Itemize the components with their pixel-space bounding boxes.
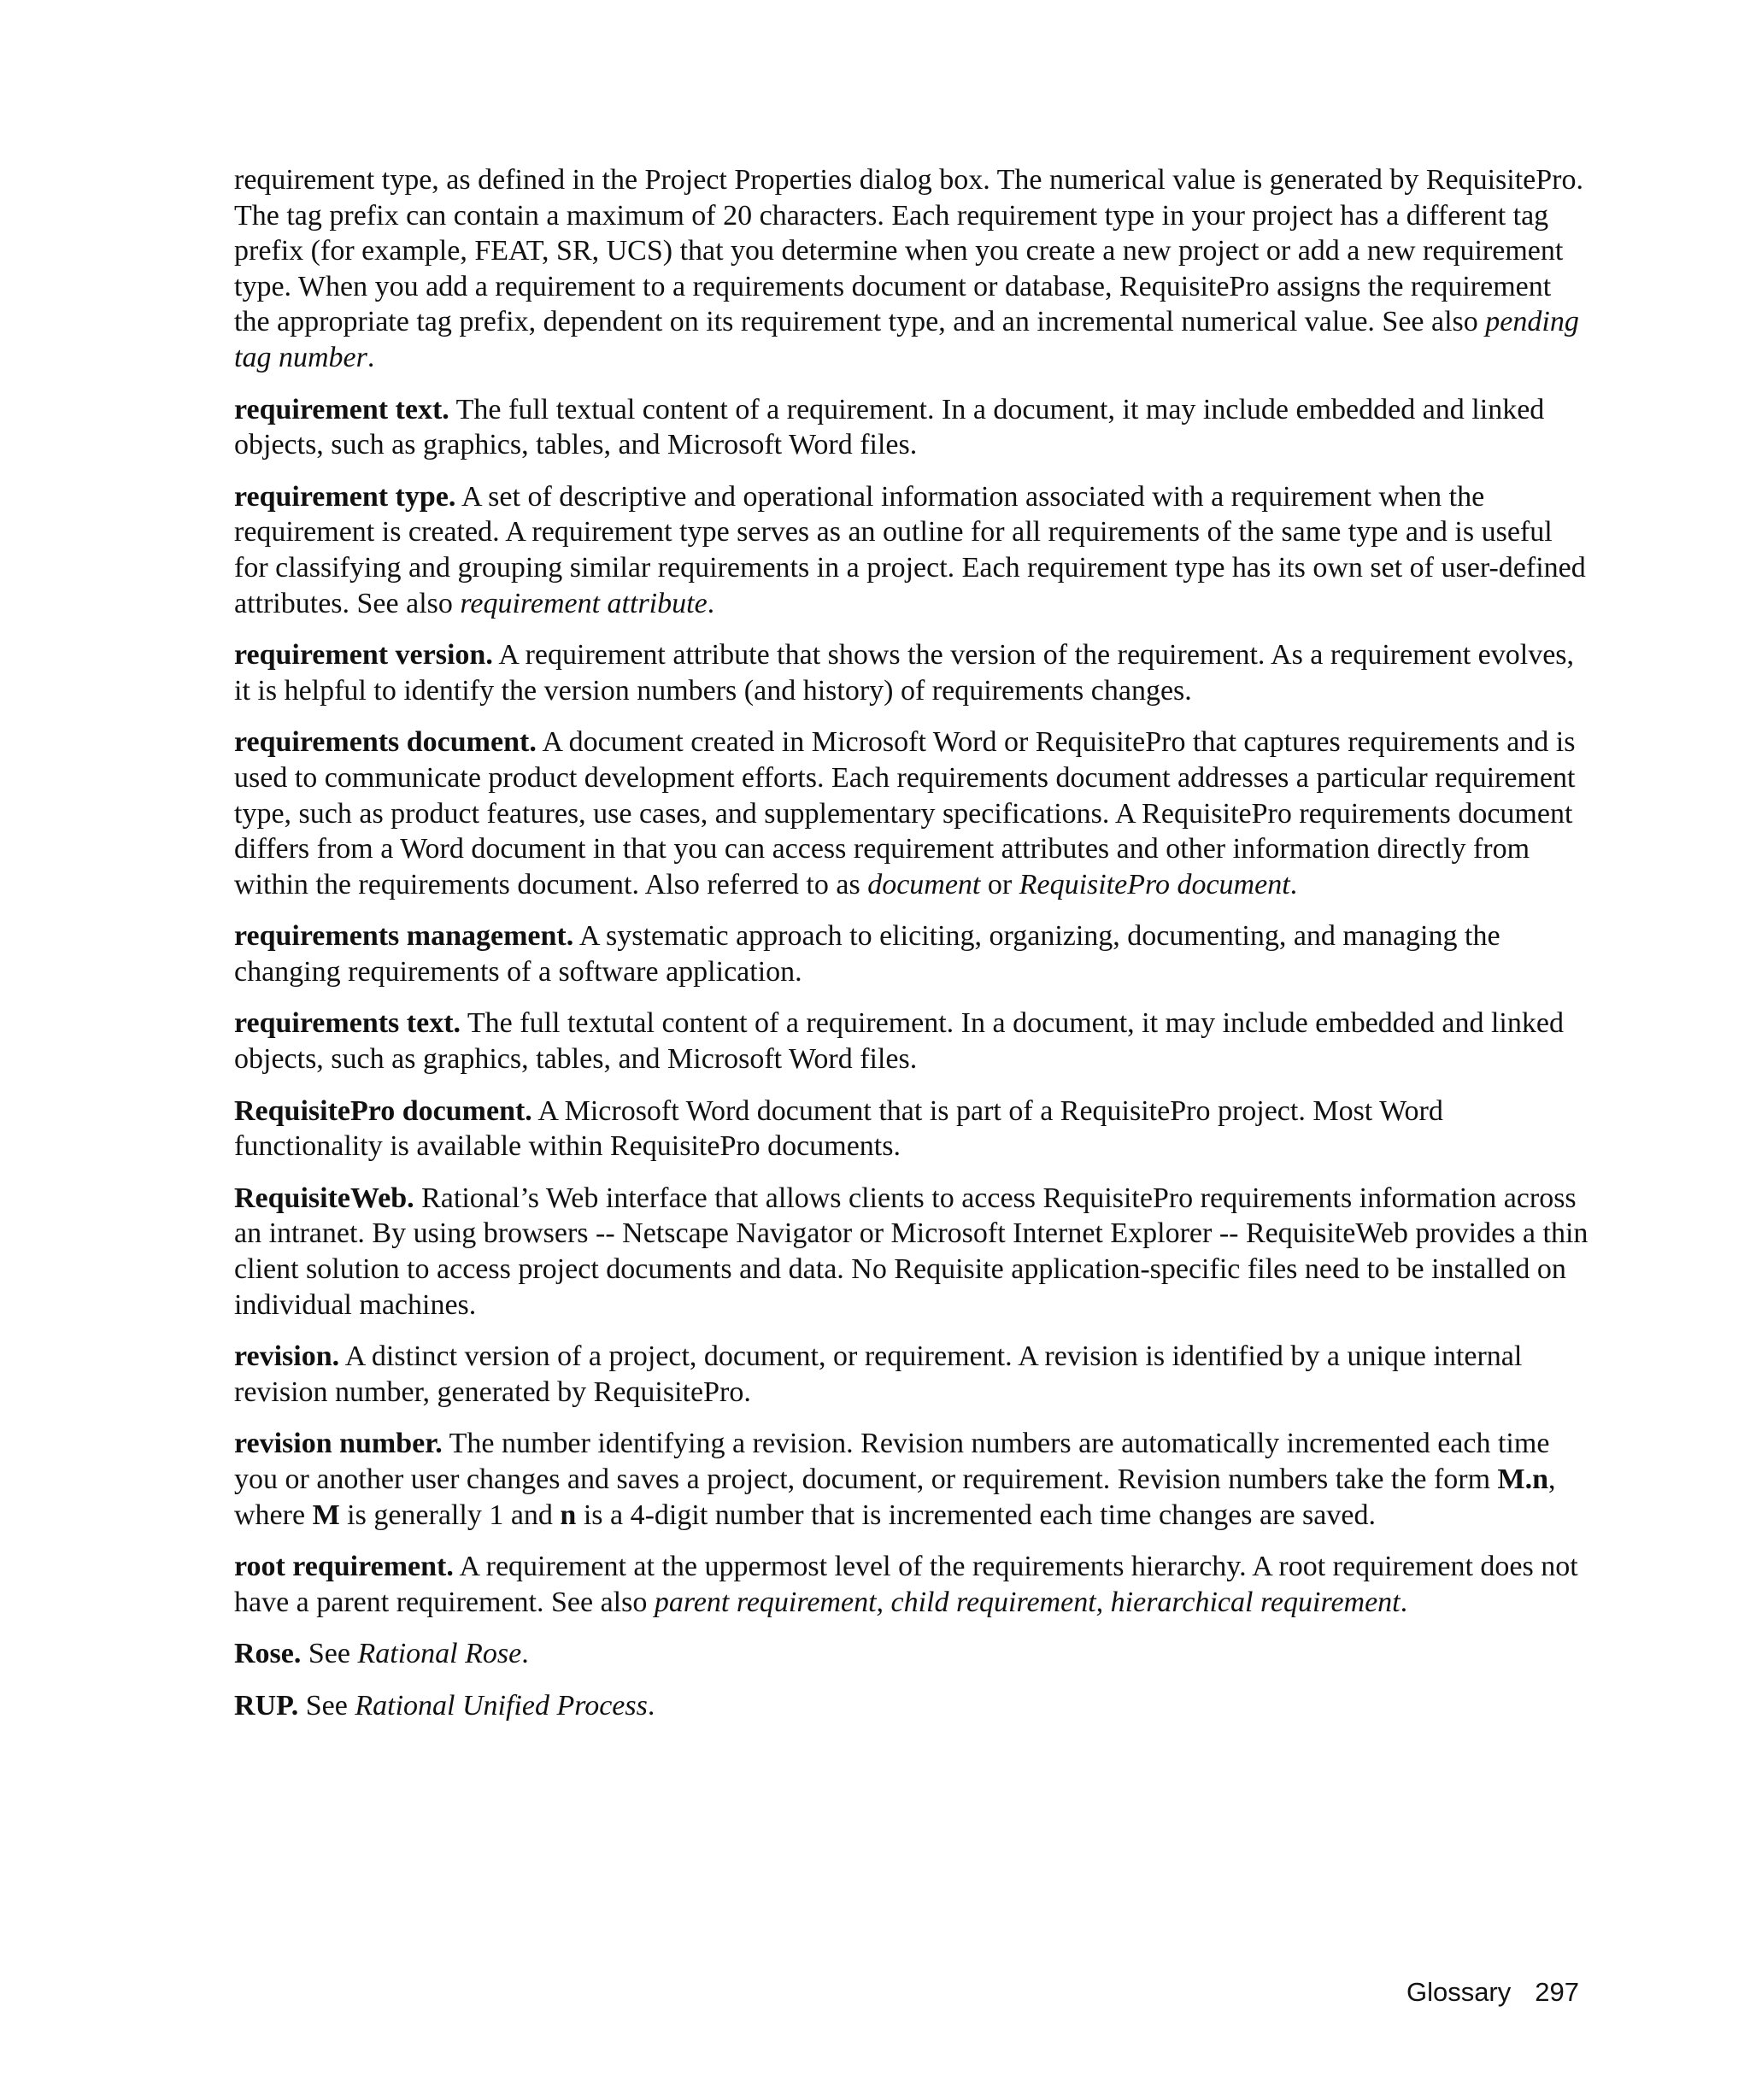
- glossary-term: Rose.: [234, 1638, 302, 1670]
- glossary-entry: [234, 918, 1589, 989]
- glossary-entry: [234, 1181, 1589, 1323]
- entry-text: .: [1400, 1586, 1408, 1618]
- cross-reference: parent requirement, child requirement, hierarchical requirement: [654, 1586, 1401, 1618]
- glossary-definition: Rational’s Web interface that allows clients to access RequisitePro requirements information across an intranet. By using browsers -- Netscape Navigator or Microsoft Internet Explorer -- RequisiteWeb provides a thin client solution to access project documents and data. No Requisite application-specific files need to be installed on individual machines.: [234, 1182, 1589, 1321]
- glossary-term: revision number.: [234, 1428, 443, 1460]
- glossary-definition: A requirement attribute that shows the version of the requirement. As a requirement evolves, it is helpful to identify the version numbers (and history) of requirements changes.: [234, 639, 1575, 707]
- glossary-definition: The full textutal content of a requirement. In a document, it may include embedded and linked objects, such as graphics, tables, and Microsoft Word files.: [234, 1007, 1564, 1076]
- cross-reference: Rational Unified Process: [355, 1689, 648, 1722]
- cross-reference: requirement attribute: [460, 587, 708, 619]
- glossary-entry: [234, 162, 1589, 376]
- page-footer: [1367, 1975, 1579, 2009]
- glossary-definition: See: [301, 1638, 358, 1670]
- cross-reference: document: [867, 868, 981, 900]
- glossary-definition: A Microsoft Word document that is part of a RequisitePro project. Most Word functionality is available within RequisitePro documents.: [234, 1094, 1443, 1163]
- entry-text: .: [1289, 868, 1298, 900]
- glossary-definition: A requirement at the uppermost level of the requirements hierarchy. A root requirement does not have a parent requirement. See also: [234, 1551, 1578, 1618]
- glossary-definition: A set of descriptive and operational information associated with a requirement when the requirement is created. A requirement type serves as an outline for all requirements of the same type and is useful for classifying and grouping similar requirements in a project. Each requirement type has its own set of user-defined attributes. See also: [234, 480, 1586, 619]
- glossary-entry: [234, 1549, 1589, 1620]
- glossary-term: requirement text.: [234, 393, 449, 425]
- glossary-entry: [234, 479, 1589, 621]
- glossary-entry: [234, 1006, 1589, 1076]
- glossary-term: requirements management.: [234, 920, 574, 953]
- glossary-entry: [234, 1094, 1589, 1164]
- glossary-term: requirement type.: [234, 480, 456, 513]
- entry-text: is generally 1 and: [339, 1499, 561, 1531]
- inline-emphasis: M: [312, 1499, 340, 1531]
- glossary-definition: A systematic approach to eliciting, organizing, documenting, and managing the changing requirements of a software application.: [234, 920, 1500, 988]
- entry-text: or: [980, 868, 1019, 900]
- glossary-term: requirements document.: [234, 726, 537, 759]
- glossary-definition: A document created in Microsoft Word or RequisitePro that captures requirements and is used to communicate product development efforts. Each requirements document addresses a particular requirement type, such as product features, use cases, and supplementary specifications. A RequisitePro requirements document differs from a Word document in that you can access requirement attributes and other information directly from within the requirements document. Also referred to as: [234, 726, 1576, 900]
- entry-text: requirement type, as defined in the Project Properties dialog box. The numerical value is generated by RequisitePro. The tag prefix can contain a maximum of 20 characters. Each requirement type in your project has a different tag prefix (for example, FEAT, SR, UCS) that you determine when you create a new project or add a new requirement type. When you add a requirement to a requirements document or database, RequisitePro assigns the requirement the appropriate tag prefix, dependent on its requirement type, and an incremental numerical value. See also: [234, 164, 1583, 338]
- glossary-term: requirements text.: [234, 1007, 461, 1040]
- glossary-entry: [234, 1636, 1589, 1672]
- glossary-definition: The full textual content of a requirement. In a document, it may include embedded and linked objects, such as graphics, tables, and Microsoft Word files.: [234, 393, 1545, 461]
- cross-reference: pending tag number: [234, 306, 1579, 373]
- footer-section-title: Glossary: [1406, 1977, 1512, 2007]
- glossary-definition: See: [298, 1689, 355, 1722]
- glossary-definition: A distinct version of a project, document, or requirement. A revision is identified by a unique internal revision number, generated by RequisitePro.: [234, 1340, 1523, 1408]
- glossary-entry: [234, 1688, 1589, 1724]
- glossary-entry: [234, 1426, 1589, 1533]
- entry-text: , where: [234, 1464, 1556, 1531]
- entry-text: .: [707, 587, 715, 619]
- glossary-term: RUP.: [234, 1689, 299, 1722]
- glossary-entry: [234, 724, 1589, 902]
- entry-text: .: [367, 341, 375, 373]
- glossary-term: requirement version.: [234, 639, 493, 672]
- glossary-term: RequisitePro document.: [234, 1094, 532, 1127]
- inline-emphasis: n: [560, 1499, 577, 1531]
- glossary-entry: [234, 637, 1589, 708]
- page-number: 297: [1535, 1977, 1579, 2007]
- cross-reference: RequisitePro document: [1019, 868, 1290, 900]
- entry-text: .: [647, 1689, 655, 1722]
- glossary-body: [234, 162, 1589, 1740]
- glossary-term: revision.: [234, 1340, 340, 1373]
- cross-reference: Rational Rose: [357, 1638, 522, 1670]
- glossary-definition: The number identifying a revision. Revision numbers are automatically incremented each time you or another user changes and saves a project, document, or requirement. Revision numbers take the form: [234, 1428, 1550, 1495]
- glossary-term: RequisiteWeb.: [234, 1182, 414, 1214]
- glossary-entry: [234, 1339, 1589, 1410]
- entry-text: is a 4-digit number that is incremented each time changes are saved.: [576, 1499, 1376, 1531]
- glossary-term: root requirement.: [234, 1551, 454, 1583]
- entry-text: .: [521, 1638, 529, 1670]
- glossary-entry: [234, 392, 1589, 463]
- inline-emphasis: M.n: [1497, 1464, 1549, 1495]
